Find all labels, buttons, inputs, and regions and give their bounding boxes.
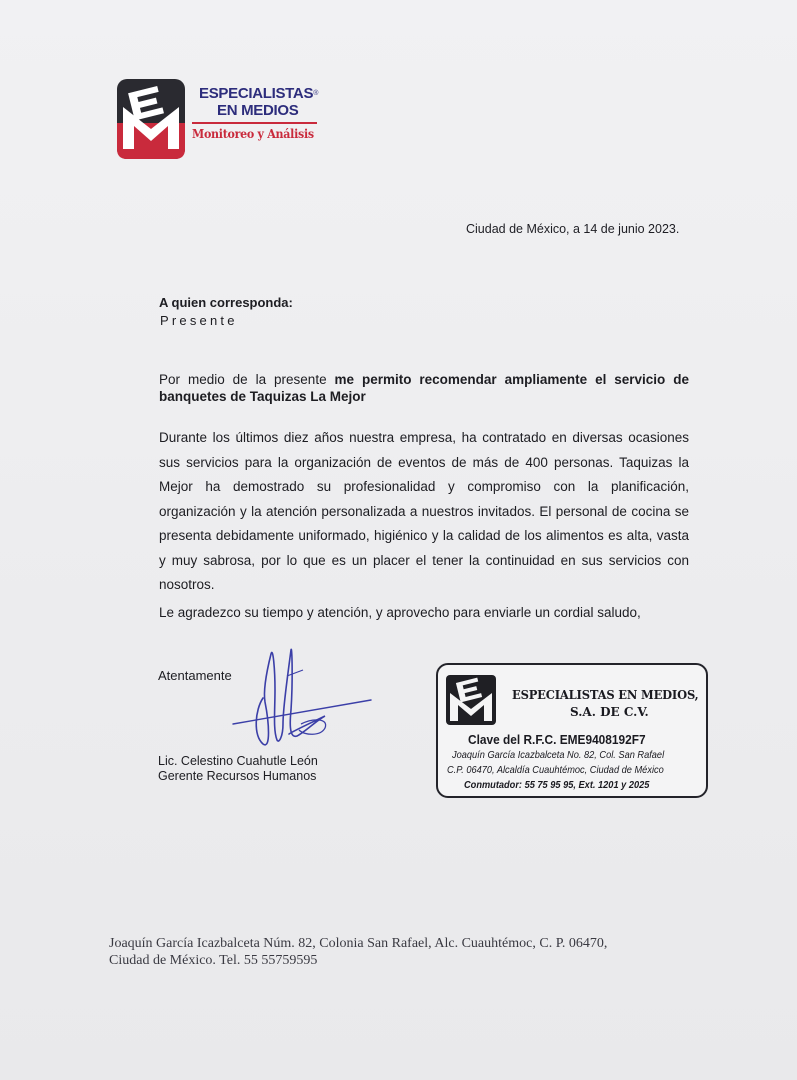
company-logo xyxy=(117,79,185,159)
handwritten-signature xyxy=(225,640,385,760)
closing: Atentamente xyxy=(158,668,232,683)
addressee: A quien corresponda: xyxy=(159,295,293,310)
logo-rule xyxy=(192,122,317,124)
signer-role: Gerente Recursos Humanos xyxy=(158,769,317,783)
paragraph-thanks: Le agradezco su tiempo y atención, y aprovecho para enviarle un cordial saludo, xyxy=(159,605,641,620)
logo-line-2: EN MEDIOS xyxy=(217,102,299,119)
signer-name: Lic. Celestino Cuahutle León xyxy=(158,754,318,768)
presente: Presente xyxy=(160,313,238,328)
logo-tagline: Monitoreo y Análisis xyxy=(192,127,314,141)
stamp-address-2: C.P. 06470, Alcaldía Cuauhtémoc, Ciudad de México xyxy=(447,764,664,776)
stamp-company-name: ESPECIALISTAS EN MEDIOS, xyxy=(512,687,699,702)
letter-date: Ciudad de México, a 14 de junio 2023. xyxy=(466,222,680,236)
registered-mark: ® xyxy=(313,90,319,97)
company-stamp xyxy=(436,663,708,798)
paragraph-recommendation xyxy=(159,371,689,405)
paragraph-details: Durante los últimos diez años nuestra empresa, ha contratado en diversas ocasiones sus servicios para la organización de eventos de más de 400 personas. Taquizas la Mejor ha demostrado su profesionalidad y compromiso con la planificación, organización y la atención personalizada a nuestros invitados. El personal de cocina se presenta debidamente uniformado, higiénico y la calidad de los alimentos es alta, vasta y muy sabrosa, por lo que es un placer el tener la continuidad en sus servicios con nosotros. xyxy=(159,430,689,592)
footer-address: Joaquín García Icazbalceta Núm. 82, Colonia San Rafael, Alc. Cuauhtémoc, C. P. 06470, xyxy=(109,936,608,951)
p1-bold: me permito recomendar ampliamente el servicio de banquetes de Taquizas La Mejor xyxy=(159,372,689,404)
stamp-company-type: S.A. DE C.V. xyxy=(570,705,649,719)
footer-city-phone: Ciudad de México. Tel. 55 55759595 xyxy=(109,953,318,968)
stamp-address-1: Joaquín García Icazbalceta No. 82, Col. San Rafael xyxy=(452,749,665,761)
stamp-rfc: Clave del R.F.C. EME9408192F7 xyxy=(468,733,646,747)
p1-lead: Por medio de la presente xyxy=(159,372,335,387)
company-wordmark xyxy=(192,85,332,141)
stamp-logo xyxy=(446,675,496,725)
stamp-phone: Conmutador: 55 75 95 95, Ext. 1201 y 2025 xyxy=(464,779,650,791)
logo-line-1: ESPECIALISTAS xyxy=(199,85,314,102)
